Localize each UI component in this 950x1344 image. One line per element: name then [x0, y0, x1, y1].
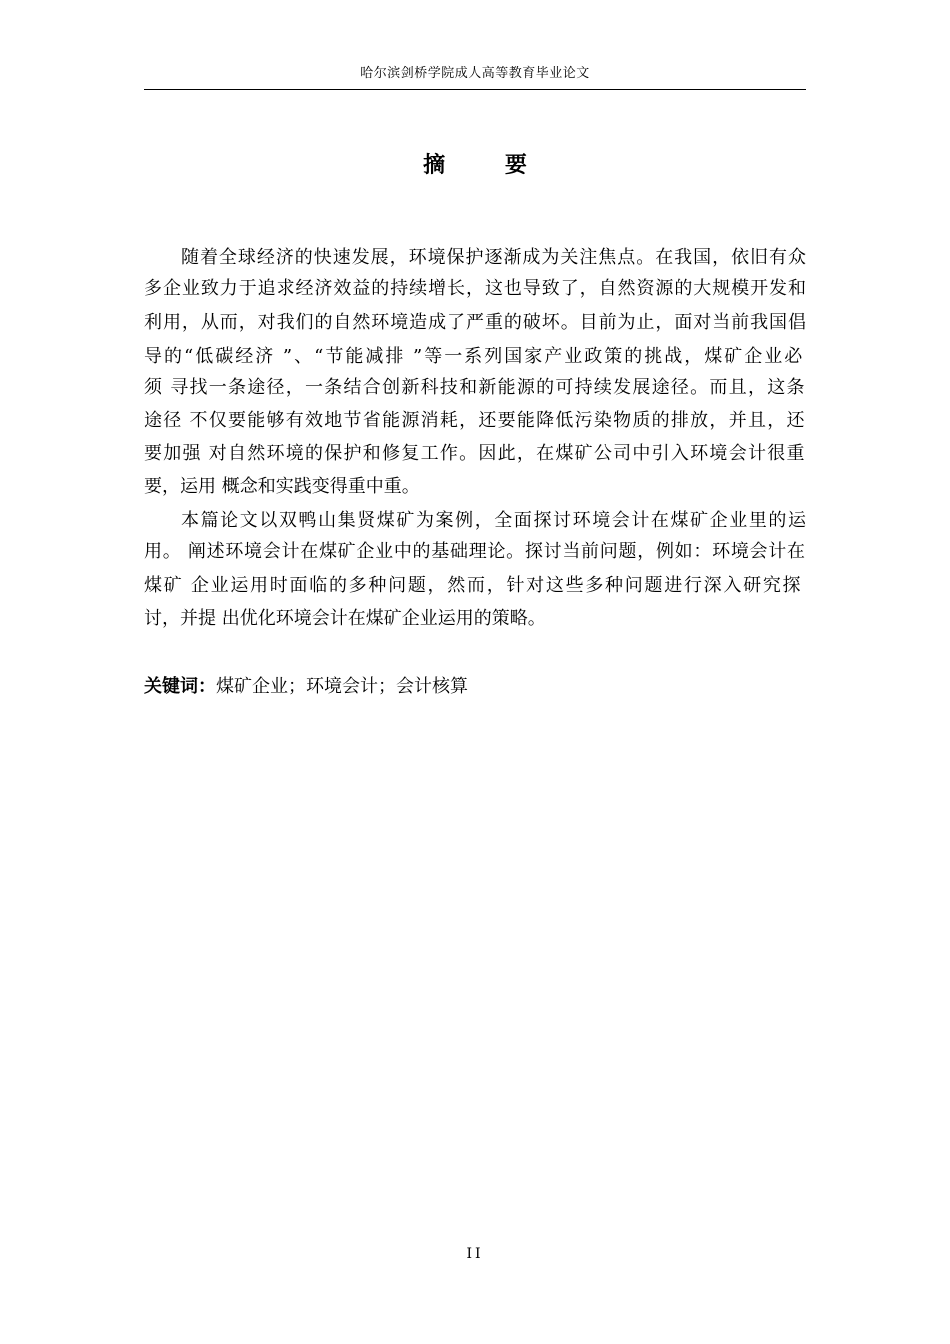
paragraph-1-line: 要加强 对自然环境的保护和修复工作。因此，在煤矿公司中引入环境会计很重: [144, 443, 806, 464]
paragraph-2-line: 讨，并提 出优化环境会计在煤矿企业运用的策略。: [144, 608, 546, 629]
paragraph-2-line: 本篇论文以双鸭山集贤煤矿为案例，全面探讨环境会计在煤矿企业里的运: [181, 510, 808, 531]
page-number: II: [466, 1246, 484, 1262]
paragraph-1-line: 多企业致力于追求经济效益的持续增长，这也导致了，自然资源的大规模开发和: [144, 278, 807, 299]
abstract-heading: 摘 要: [423, 152, 553, 178]
paragraph-1-line: 随着全球经济的快速发展，环境保护逐渐成为关注焦点。在我国，依旧有众: [181, 247, 807, 268]
keywords-label: 关键词：: [144, 676, 216, 697]
paragraph-1-line: 导的“低碳经济 ”、“节能减排 ”等一系列国家产业政策的挑战，煤矿企业必: [144, 346, 805, 367]
keywords: [144, 672, 468, 702]
paragraph-1-line: 须 寻找一条途径，一条结合创新科技和新能源的可持续发展途径。而且，这条: [144, 377, 806, 398]
paragraph-2-line: 煤矿 企业运用时面临的多种问题，然而，针对这些多种问题进行深入研究探: [144, 575, 803, 596]
paragraph-1-line: 利用，从而，对我们的自然环境造成了严重的破坏。目前为止，面对当前我国倡: [144, 312, 807, 333]
paragraph-1-line: 要，运用 概念和实践变得重中重。: [144, 476, 420, 497]
page-header: 哈尔滨剑桥学院成人高等教育毕业论文: [144, 64, 806, 90]
paragraph-1-line: 途径 不仅要能够有效地节省能源消耗，还要能降低污染物质的排放，并且，还: [144, 410, 806, 431]
keywords-value: 煤矿企业；环境会计；会计核算: [216, 676, 468, 697]
paragraph-2-line: 用。 阐述环境会计在煤矿企业中的基础理论。探讨当前问题，例如：环境会计在: [144, 541, 806, 562]
